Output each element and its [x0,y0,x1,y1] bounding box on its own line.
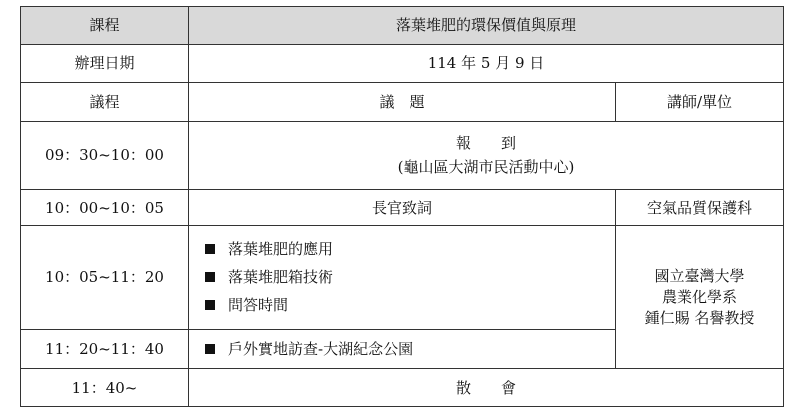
list-item-text: 問答時間 [228,296,289,315]
date-label: 辦理日期 [21,44,189,83]
agenda-table [20,6,784,407]
table-row [21,225,784,329]
session-topic: 長官致詞 [189,190,616,225]
session-topic [189,121,784,190]
course-title: 落葉堆肥的環保價值與原理 [189,7,784,45]
column-header-speaker: 講師/單位 [616,83,784,122]
lecturer-university: 國立臺灣大學 [654,266,745,285]
session-time: 11：20~11：40 [21,329,189,369]
session-topic-list [189,225,616,329]
session-topic: 散 會 [189,369,784,407]
square-bullet-icon [205,344,215,354]
column-header-row [21,83,784,122]
list-item [205,263,609,291]
session-time: 10：00~10：05 [21,190,189,225]
date-value: 114 年 5 月 9 日 [189,44,784,83]
course-label: 課程 [21,7,189,45]
square-bullet-icon [205,300,215,310]
course-title-row [21,7,784,45]
session-speaker: 空氣品質保護科 [616,190,784,225]
table-row [21,369,784,407]
session-topic-list [189,329,616,369]
session-time: 11：40~ [21,369,189,407]
session-location: (龜山區大湖市民活動中心) [397,158,575,177]
column-header-time: 議程 [21,83,189,122]
lecturer-cell [616,225,784,369]
date-row [21,44,784,83]
list-item [205,335,609,363]
column-header-topic: 議 題 [189,83,616,122]
session-time: 09：30~10：00 [21,121,189,190]
list-item [205,235,609,263]
lecturer-department: 農業化學系 [662,287,738,306]
session-title: 報 到 [456,134,517,153]
list-item-text: 落葉堆肥的應用 [228,240,334,259]
square-bullet-icon [205,244,215,254]
table-row [21,190,784,225]
square-bullet-icon [205,272,215,282]
list-item [205,291,609,319]
lecturer-name: 鍾仁賜 名譽教授 [644,308,755,327]
list-item-text: 落葉堆肥箱技術 [228,268,334,287]
list-item-text: 戶外實地訪查-大湖紀念公園 [228,340,414,359]
table-row [21,121,784,190]
session-time: 10：05~11：20 [21,225,189,329]
